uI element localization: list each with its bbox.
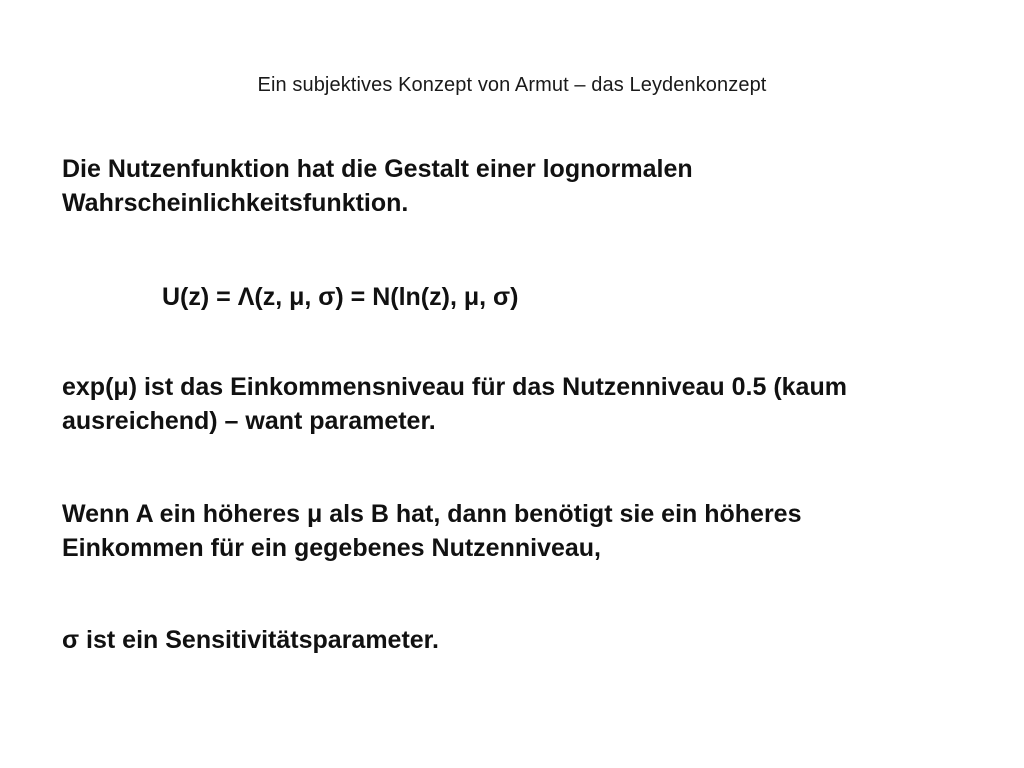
text-line: ausreichend) – want parameter. — [62, 407, 436, 435]
text-line: Die Nutzenfunktion hat die Gestalt einer lognormalen — [62, 155, 693, 183]
text-line: exp(μ) ist das Einkommensniveau für das Nutzenniveau 0.5 (kaum — [62, 373, 847, 401]
formula-line: U(z) = Λ(z, μ, σ) = N(ln(z), μ, σ) — [162, 283, 519, 311]
paragraph-utility-function — [62, 152, 962, 220]
paragraph-want-parameter — [62, 370, 962, 438]
text-line: Wenn A ein höheres μ als B hat, dann benötigt sie ein höheres — [62, 500, 802, 528]
formula — [162, 280, 1024, 314]
slide-title: Ein subjektives Konzept von Armut – das Leydenkonzept — [257, 74, 767, 96]
text-line: Wahrscheinlichkeitsfunktion. — [62, 189, 409, 217]
text-line: σ ist ein Sensitivitätsparameter. — [62, 626, 439, 654]
paragraph-comparison — [62, 497, 962, 565]
text-line: Einkommen für ein gegebenes Nutzenniveau, — [62, 534, 602, 562]
paragraph-sensitivity — [62, 623, 962, 657]
